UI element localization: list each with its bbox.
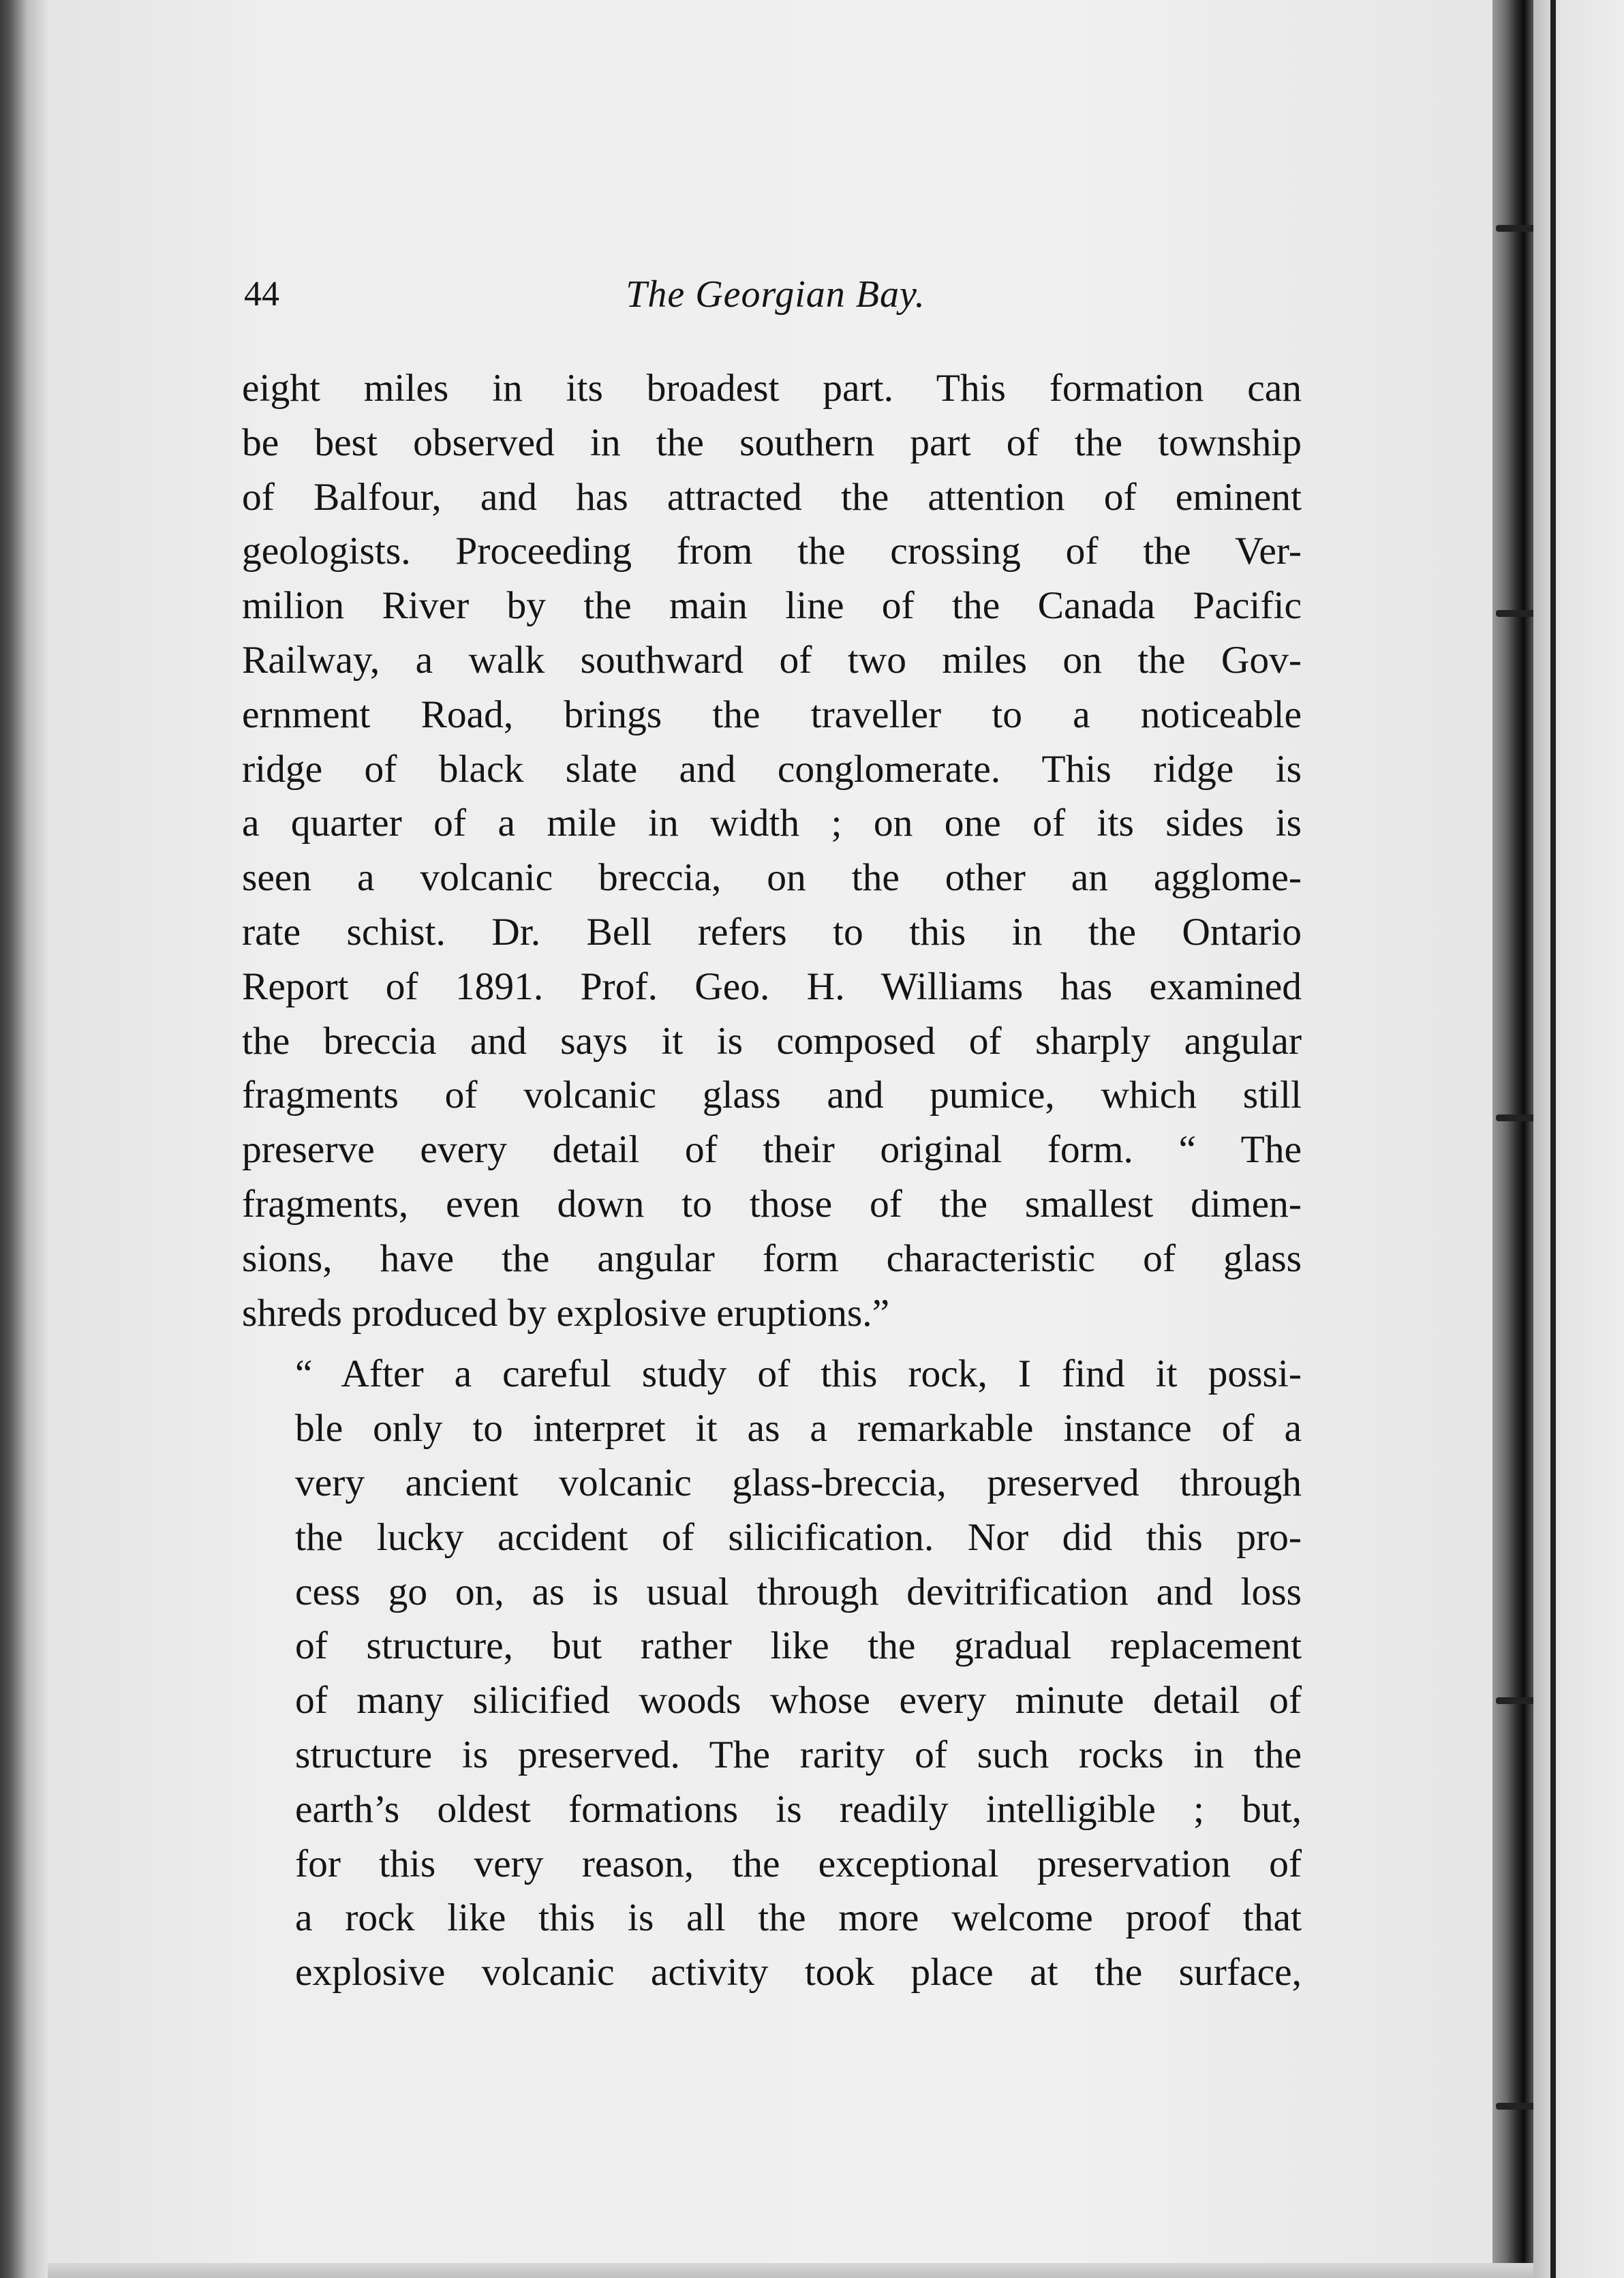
text-line: fragments, even down to those of the smallest dimen- — [242, 1182, 1302, 1226]
text-line: structure is preserved. The rarity of such rocks in the — [295, 1733, 1302, 1776]
text-line: earth’s oldest formations is readily intelligible ; but, — [295, 1787, 1302, 1831]
text-line: of structure, but rather like the gradual replacement — [295, 1624, 1302, 1668]
text-line: milion River by the main line of the Canada Pacific — [242, 584, 1302, 628]
text-line: cess go on, as is usual through devitrification and loss — [295, 1570, 1302, 1613]
text-line: geologists. Proceeding from the crossing of the Ver- — [242, 530, 1302, 573]
text-line: for this very reason, the exceptional preservation of — [295, 1842, 1302, 1885]
body-text — [242, 361, 1302, 2000]
left-binding-edge — [0, 0, 48, 2278]
text-line: the lucky accident of silicification. Nor did this pro- — [295, 1515, 1302, 1559]
running-title: The Georgian Bay. — [626, 273, 925, 316]
text-line: “ After a careful study of this rock, I find it possi- — [295, 1352, 1302, 1396]
text-line: Railway, a walk southward of two miles on the Gov- — [242, 638, 1302, 682]
text-line: ernment Road, brings the traveller to a noticeable — [242, 693, 1302, 736]
text-line: shreds produced by explosive eruptions.” — [242, 1291, 890, 1335]
paragraph-1 — [242, 361, 1302, 1340]
text-line: Report of 1891. Prof. Geo. H. Williams has examined — [242, 965, 1302, 1008]
text-line: sions, have the angular form characteristic of glass — [242, 1236, 1302, 1280]
text-line: be best observed in the southern part of the township — [242, 421, 1302, 464]
text-line: very ancient volcanic glass-breccia, preserved through — [295, 1461, 1302, 1504]
text-line: preserve every detail of their original form. “ The — [242, 1128, 1302, 1172]
text-line: ble only to interpret it as a remarkable instance of a — [295, 1407, 1302, 1451]
page-number: 44 — [244, 275, 279, 314]
text-line: of many silicified woods whose every minute detail of — [295, 1679, 1302, 1722]
text-line: a rock like this is all the more welcome proof that — [295, 1896, 1302, 1940]
text-line: seen a volcanic breccia, on the other an agglome- — [242, 856, 1302, 900]
text-line: fragments of volcanic glass and pumice, which still — [242, 1074, 1302, 1117]
text-line: of Balfour, and has attracted the attention of eminent — [242, 475, 1302, 519]
book-gutter — [1492, 0, 1533, 2278]
text-line: the breccia and says it is composed of sharply angular — [242, 1019, 1302, 1063]
text-line: explosive volcanic activity took place at the surface, — [295, 1951, 1302, 1994]
text-line: a quarter of a mile in width ; on one of its sides is — [242, 802, 1302, 845]
text-line: rate schist. Dr. Bell refers to this in the Ontario — [242, 910, 1302, 954]
running-head — [244, 267, 1307, 322]
facing-page-edge — [1533, 0, 1624, 2278]
facing-page-rule — [1550, 0, 1556, 2278]
text-line: eight miles in its broadest part. This formation can — [242, 367, 1302, 410]
text-line: ridge of black slate and conglomerate. This ridge is — [242, 747, 1302, 791]
page-bottom-edge — [48, 2263, 1533, 2278]
paragraph-2 — [242, 1347, 1302, 2000]
